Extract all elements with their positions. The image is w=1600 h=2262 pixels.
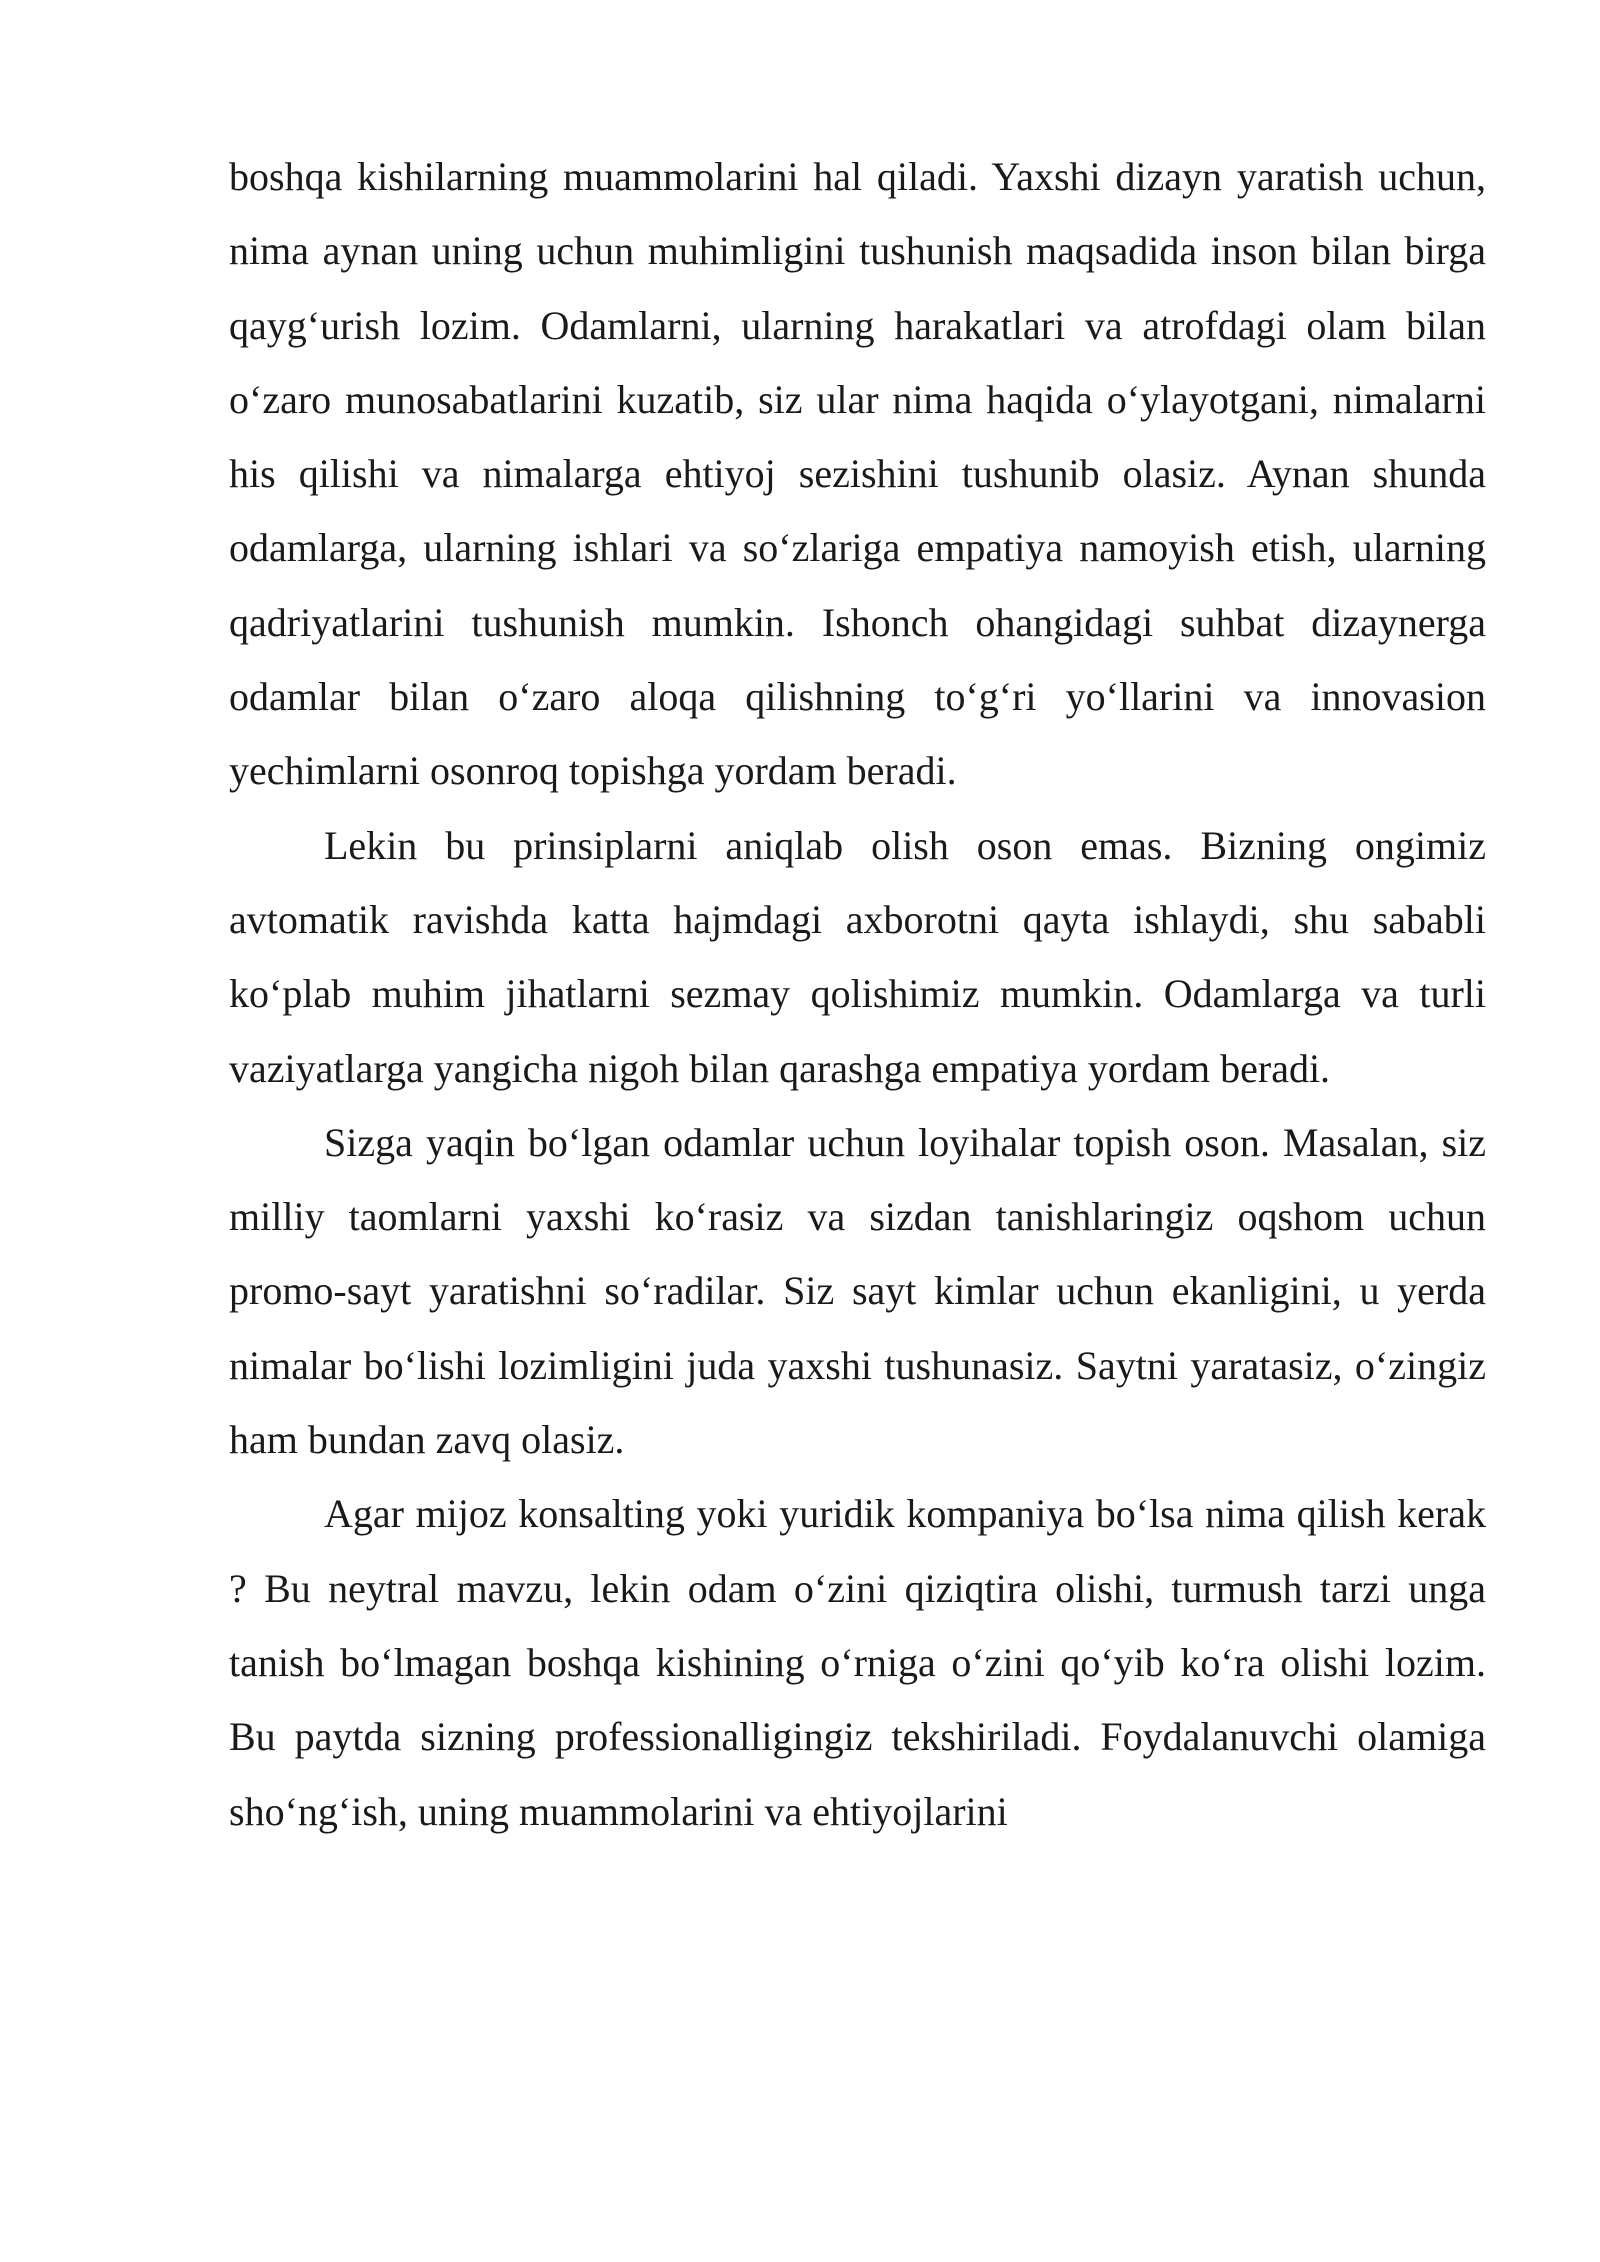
paragraph: Agar mijoz konsalting yoki yuridik kompaniya bo‘lsa nima qilish kerak ? Bu neytral mavzu, lekin odam o‘zini qiziqtira olishi, turmush tarzi unga tanish bo‘lmagan boshqa kishining o‘rniga o‘zini qo‘yib ko‘ra olishi lozim. Bu paytda sizning professionalligingiz tekshiriladi. Foydalanuvchi olamiga sho‘ng‘ish, uning muammolarini va ehtiyojlarini [229,1491,1486,1834]
paragraph: Lekin bu prinsiplarni aniqlab olish oson emas. Bizning ongimiz avtomatik ravishda katta hajmdagi axborotni qayta ishlaydi, shu sababli ko‘plab muhim jihatlarni sezmay qolishimiz mumkin. Odamlarga va turli vaziyatlarga yangicha nigoh bilan qarashga empatiya yordam beradi. [229,822,1486,1091]
paragraph: Sizga yaqin bo‘lgan odamlar uchun loyihalar topish oson. Masalan, siz milliy taomlarni yaxshi ko‘rasiz va sizdan tanishlaringiz oqshom uchun promo-sayt yaratishni so‘radilar. Siz sayt kimlar uchun ekanligini, u yerda nimalar bo‘lishi lozimligini juda yaxshi tushunasiz. Saytni yaratasiz, o‘zingiz ham bundan zavq olasiz. [229,1119,1486,1463]
body-text [229,140,1486,1849]
paragraph-continued: boshqa kishilarning muammolarini hal qiladi. Yaxshi dizayn yaratish uchun, nima aynan uning uchun muhimligini tushunish maqsadida inson bilan birga qayg‘urish lozim. Odamlarni, ularning harakatlari va atrofdagi olam bilan o‘zaro munosabatlarini kuzatib, siz ular nima haqida o‘ylayotgani, nimalarni his qilishi va nimalarga ehtiyoj sezishini tushunib olasiz. Aynan shunda odamlarga, ularning ishlari va so‘zlariga empatiya namoyish etish, ularning qadriyatlarini tushunish mumkin. Ishonch ohangidagi suhbat dizaynerga odamlar bilan o‘zaro aloqa qilishning to‘g‘ri yo‘llarini va innovasion yechimlarni osonroq topishga yordam beradi. [229,154,1486,794]
